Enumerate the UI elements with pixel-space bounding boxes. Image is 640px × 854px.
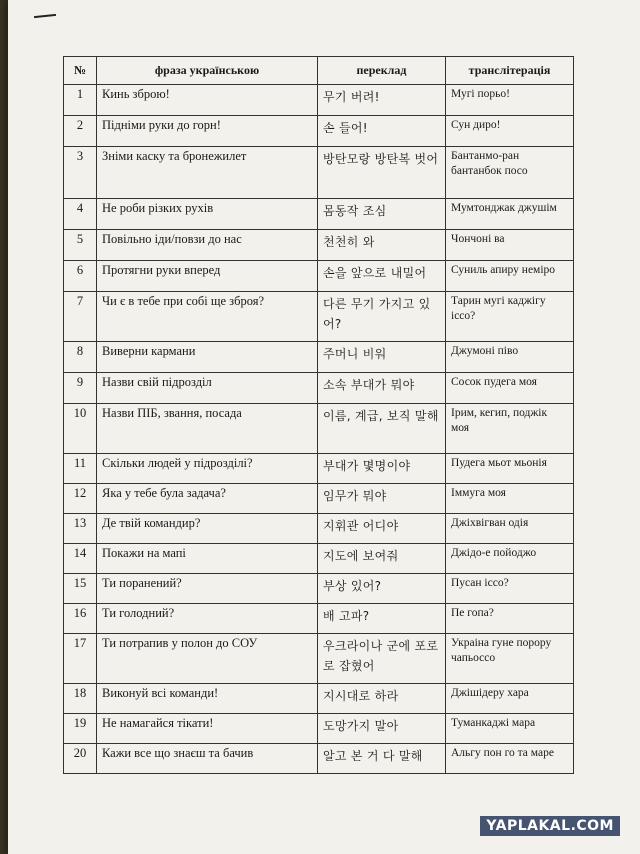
- ukrainian-phrase: Виверни кармани: [97, 342, 318, 373]
- ukrainian-phrase: Повільно іди/повзи до нас: [97, 230, 318, 261]
- transliteration: Джіхвігван одія: [446, 514, 574, 544]
- korean-translation: 주머니 비워: [318, 342, 446, 373]
- korean-translation: 부대가 몇명이야: [318, 454, 446, 484]
- header-transliteration: транслітерація: [446, 57, 574, 85]
- korean-translation: 천천히 와: [318, 230, 446, 261]
- ukrainian-phrase: Де твій командир?: [97, 514, 318, 544]
- transliteration: Украіна гуне порору чапьоссо: [446, 634, 574, 684]
- korean-translation: 손을 앞으로 내밀어: [318, 261, 446, 292]
- korean-translation: 이름, 계급, 보직 말해: [318, 404, 446, 454]
- transliteration: Чончоні ва: [446, 230, 574, 261]
- row-number: 7: [64, 292, 97, 342]
- row-number: 4: [64, 199, 97, 230]
- row-number: 16: [64, 604, 97, 634]
- transliteration: Пе гопа?: [446, 604, 574, 634]
- header-ukrainian: фраза українською: [97, 57, 318, 85]
- table-row: [64, 684, 574, 714]
- transliteration: Альгу пон го та маре: [446, 744, 574, 774]
- ukrainian-phrase: Скільки людей у підрозділі?: [97, 454, 318, 484]
- ukrainian-phrase: Кинь зброю!: [97, 85, 318, 116]
- row-number: 13: [64, 514, 97, 544]
- row-number: 14: [64, 544, 97, 574]
- table-row: [64, 373, 574, 404]
- phrasebook-table: [63, 56, 574, 774]
- ukrainian-phrase: Зніми каску та бронежилет: [97, 147, 318, 199]
- transliteration: Мугі порьо!: [446, 85, 574, 116]
- korean-translation: 지휘관 어디야: [318, 514, 446, 544]
- table-row: [64, 147, 574, 199]
- transliteration: Джішідеру хара: [446, 684, 574, 714]
- korean-translation: 무기 버려!: [318, 85, 446, 116]
- table-row: [64, 744, 574, 774]
- ukrainian-phrase: Протягни руки вперед: [97, 261, 318, 292]
- row-number: 8: [64, 342, 97, 373]
- transliteration: Сосок пудега моя: [446, 373, 574, 404]
- transliteration: Суниль апиру неміро: [446, 261, 574, 292]
- table-row: [64, 714, 574, 744]
- header-translation: переклад: [318, 57, 446, 85]
- transliteration: Пусан іссо?: [446, 574, 574, 604]
- header-row: [64, 57, 574, 85]
- row-number: 5: [64, 230, 97, 261]
- table-row: [64, 634, 574, 684]
- row-number: 12: [64, 484, 97, 514]
- korean-translation: 지시대로 하라: [318, 684, 446, 714]
- transliteration: Сун диро!: [446, 116, 574, 147]
- korean-translation: 몸동작 조심: [318, 199, 446, 230]
- header-number: №: [64, 57, 97, 85]
- ukrainian-phrase: Не намагайся тікати!: [97, 714, 318, 744]
- ukrainian-phrase: Ти поранений?: [97, 574, 318, 604]
- row-number: 11: [64, 454, 97, 484]
- site-watermark: YAPLAKAL.COM: [480, 816, 620, 836]
- transliteration: Джумоні піво: [446, 342, 574, 373]
- table-row: [64, 342, 574, 373]
- table-row: [64, 292, 574, 342]
- transliteration: Бантанмо-ран бантанбок посо: [446, 147, 574, 199]
- row-number: 15: [64, 574, 97, 604]
- row-number: 3: [64, 147, 97, 199]
- korean-translation: 지도에 보여줘: [318, 544, 446, 574]
- korean-translation: 도망가지 말아: [318, 714, 446, 744]
- ukrainian-phrase: Яка у тебе була задача?: [97, 484, 318, 514]
- korean-translation: 배 고파?: [318, 604, 446, 634]
- korean-translation: 부상 있어?: [318, 574, 446, 604]
- table-row: [64, 230, 574, 261]
- transliteration: Туманкаджі мара: [446, 714, 574, 744]
- transliteration: Іммуга моя: [446, 484, 574, 514]
- korean-translation: 우크라이나 군에 포로로 잡혔어: [318, 634, 446, 684]
- row-number: 10: [64, 404, 97, 454]
- row-number: 2: [64, 116, 97, 147]
- row-number: 9: [64, 373, 97, 404]
- row-number: 18: [64, 684, 97, 714]
- ukrainian-phrase: Чи є в тебе при собі ще зброя?: [97, 292, 318, 342]
- row-number: 1: [64, 85, 97, 116]
- table-row: [64, 116, 574, 147]
- table-row: [64, 199, 574, 230]
- table-row: [64, 85, 574, 116]
- table-row: [64, 484, 574, 514]
- pen-mark: [34, 14, 56, 18]
- ukrainian-phrase: Не роби різких рухів: [97, 199, 318, 230]
- table-row: [64, 404, 574, 454]
- transliteration: Джідо-е пойоджо: [446, 544, 574, 574]
- row-number: 19: [64, 714, 97, 744]
- transliteration: Мумтонджак джушім: [446, 199, 574, 230]
- transliteration: Пудега мьот мьонія: [446, 454, 574, 484]
- ukrainian-phrase: Назви свій підрозділ: [97, 373, 318, 404]
- korean-translation: 방탄모랑 방탄복 벗어: [318, 147, 446, 199]
- ukrainian-phrase: Підніми руки до горн!: [97, 116, 318, 147]
- transliteration: Ірим, кегип, поджік моя: [446, 404, 574, 454]
- table-row: [64, 544, 574, 574]
- korean-translation: 소속 부대가 뭐야: [318, 373, 446, 404]
- ukrainian-phrase: Назви ПІБ, звання, посада: [97, 404, 318, 454]
- table-row: [64, 261, 574, 292]
- korean-translation: 손 들어!: [318, 116, 446, 147]
- table-row: [64, 604, 574, 634]
- ukrainian-phrase: Кажи все що знаєш та бачив: [97, 744, 318, 774]
- row-number: 20: [64, 744, 97, 774]
- ukrainian-phrase: Покажи на мапі: [97, 544, 318, 574]
- korean-translation: 알고 본 거 다 말해: [318, 744, 446, 774]
- table-row: [64, 514, 574, 544]
- table-row: [64, 574, 574, 604]
- row-number: 17: [64, 634, 97, 684]
- korean-translation: 임무가 뭐야: [318, 484, 446, 514]
- korean-translation: 다른 무기 가지고 있어?: [318, 292, 446, 342]
- transliteration: Тарин мугі каджігу іссо?: [446, 292, 574, 342]
- ukrainian-phrase: Виконуй всі команди!: [97, 684, 318, 714]
- ukrainian-phrase: Ти голодний?: [97, 604, 318, 634]
- row-number: 6: [64, 261, 97, 292]
- table-row: [64, 454, 574, 484]
- ukrainian-phrase: Ти потрапив у полон до СОУ: [97, 634, 318, 684]
- paper-sheet: [8, 0, 640, 854]
